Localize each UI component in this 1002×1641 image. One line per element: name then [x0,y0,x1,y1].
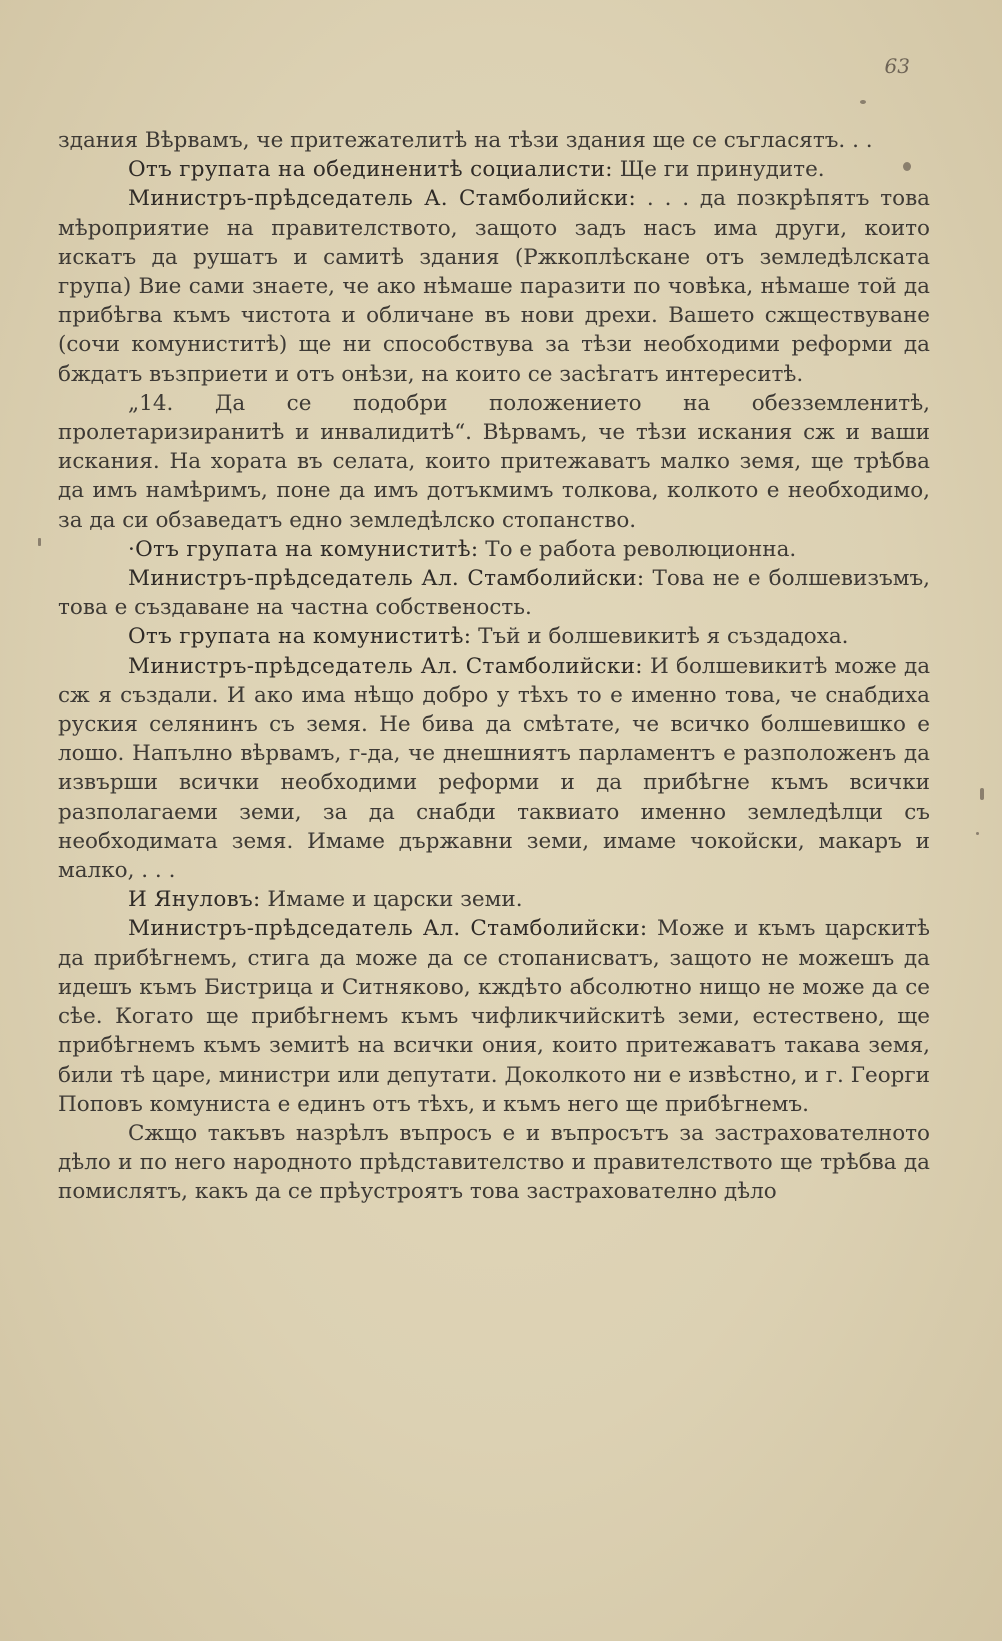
paragraph-text: здания Вѣрвамъ, че притежателитѣ на тѣзи здания ще се съгласятъ. . . [58,128,873,153]
paragraph [58,885,930,914]
paragraph [58,622,930,651]
ink-spot [976,832,979,835]
page-number: 63 [884,54,910,78]
paragraph [58,914,930,1118]
speaker-label: Отъ групата на обединенитѣ социалисти: [128,157,613,183]
paragraph [58,652,930,886]
paragraph-text: И болшевикитѣ може да сж я създали. И ако има нѣщо добро у тѣхъ то е именно това, че снабдиха руския селянинъ съ земя. Не бива да смѣтате, че всичко болшевишко е лошо. Напълно вѣрвамъ, г-да, че днешниятъ парламентъ е разположенъ да извърши всички необходими реформи и да прибѣгне къмъ всички разполагаеми земи, за да снабди таквиато именно земледѣлци съ необходимата земя. Имаме държавни земи, имаме чокойски, макаръ и малко, . . . [58,653,931,884]
paragraph-text: Сжщо такъвъ назрѣлъ въпросъ е и въпросътъ за застраховатeлното дѣло и по него народното прѣдставителство и правителството ще трѣбва да помислятъ, какъ да се прѣустроятъ това застраховатeлно дѣло [58,1120,930,1205]
speaker-label: Министръ-прѣдседатель Ал. Стамболийски: [128,566,645,592]
paragraph [58,184,930,388]
paragraph-text: То е работа революционна. [485,536,797,562]
paragraph [58,564,930,622]
paragraph [58,155,930,184]
paragraph-text: Това не е болшевизъмъ, това е създаване на частна собственость. [58,566,931,621]
document-body [58,126,930,1207]
paragraph-text: Тъй и болшевикитѣ я създадоха. [478,624,849,650]
speaker-label: ·Отъ групата на комуниститѣ: [128,536,479,562]
speaker-label: Министръ-прѣдседатель А. Стамболийски: [128,186,637,212]
paragraph-text: . . . да позкрѣпятъ това мѣроприятие на правителството, защото задъ насъ има други, които искатъ да рушатъ и самитѣ здания (Ржкоплѣскане отъ земледѣлската група) Вие сами знаете, че ако нѣмаше паразити по човѣка, нѣмаше той да прибѣгва къмъ чистота и обличане въ нови дрехи. Вашето сжществуване (сочи комуниститѣ) ще ни способствува за тѣзи необходими реформи да бждатъ възприети и отъ онѣзи, на които се засѣгатъ интереситѣ. [58,186,930,387]
paragraph-text: „14. Да се подобри положението на обезземленитѣ, пролетаризиранитѣ и инвалидитѣ“. Вѣрвамъ, че тѣзи искания сж и ваши искания. На хората въ селата, които притежаватъ малко земя, ще трѣбва да имъ намѣримъ, поне да имъ дотъкмимъ толкова, колкото е необходимо, за да си обзаведатъ едно земледѣлско стопанство. [58,390,930,533]
ink-spot [860,100,866,104]
paragraph-text: Имаме и царски земи. [267,887,523,913]
ink-spot [38,538,41,546]
paragraph-text: Ще ги принудите. [619,157,825,183]
paragraph [58,126,930,155]
paragraph [58,389,930,535]
speaker-label: Министръ-прѣдседатель Ал. Стамболийски: [128,916,648,942]
paragraph [58,1119,930,1207]
paragraph-text: Може и къмъ царскитѣ да прибѣгнемъ, стига да може да се стопанисватъ, защото не можешъ да идешъ къмъ Бистрица и Ситняково, кждѣто абсолютно нищо не може да се сѣе. Когато ще прибѣгнемъ къмъ чифликчийскитѣ земи, естествено, ще прибѣгнемъ къмъ земитѣ на всички ония, които притежаватъ такава земя, били тѣ царе, министри или депутати. Доколкото ни е извѣстно, и г. Георги Поповъ комуниста е единъ отъ тѣхъ, и къмъ него ще прибѣгнемъ. [58,916,931,1117]
ink-spot [980,788,984,800]
speaker-label: Министръ-прѣдседатель Ал. Стамболийски: [128,653,643,679]
paragraph [58,535,930,564]
speaker-label: Отъ групата на комуниститѣ: [128,624,472,650]
speaker-label: И Януловъ: [128,887,261,913]
